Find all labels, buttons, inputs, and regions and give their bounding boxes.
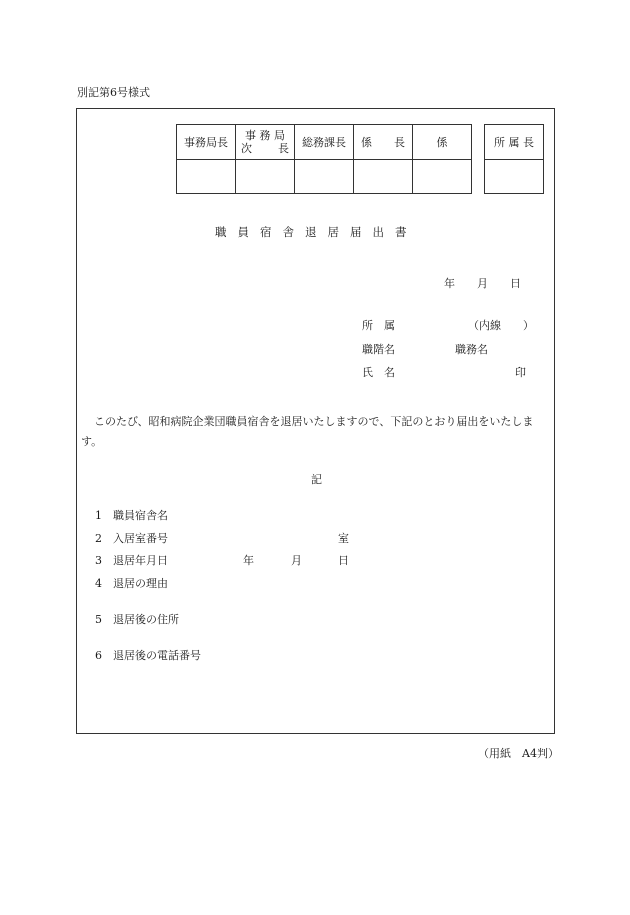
approval-header-director: 事務局長	[177, 125, 236, 160]
approval-seal-cell[interactable]	[413, 160, 472, 194]
day-label: 日	[338, 554, 349, 567]
form-number-label: 別記第6号様式	[77, 86, 150, 99]
item-number: 5	[95, 613, 102, 626]
room-suffix: 室	[338, 532, 349, 545]
list-item	[95, 530, 168, 546]
item-label: 入居室番号	[113, 532, 168, 545]
paper-size-note: （用紙 A4判）	[478, 747, 559, 760]
list-item	[95, 552, 168, 568]
year-label: 年	[243, 554, 254, 567]
approval-seal-cell[interactable]	[177, 160, 236, 194]
approval-seal-cell[interactable]	[236, 160, 295, 194]
name-label: 氏 名	[362, 366, 395, 379]
list-item	[95, 575, 168, 591]
approval-seal-cell[interactable]	[354, 160, 413, 194]
month-label: 月	[291, 554, 302, 567]
notification-body: このたび、昭和病院企業団職員宿舎を退居いたしますので、下記のとおり届出をいたします。	[81, 415, 534, 448]
item-number: 3	[95, 554, 102, 567]
approval-header-staff: 係	[413, 125, 472, 160]
item-label: 職員宿舎名	[113, 509, 168, 522]
rank-label: 職階名	[362, 343, 395, 356]
list-item	[95, 611, 179, 627]
item-number: 6	[95, 649, 102, 662]
ki-heading: 記	[311, 473, 322, 486]
document-title: 職員宿舎退居届出書	[215, 225, 418, 239]
deputy-bottom-right: 長	[278, 142, 289, 155]
extension-label: （内線 ）	[468, 319, 534, 332]
item-number: 2	[95, 532, 102, 545]
item-label: 退居後の電話番号	[113, 649, 201, 662]
item-number: 1	[95, 509, 102, 522]
dept-head-stamp-table	[484, 124, 544, 194]
approval-stamp-table	[176, 124, 472, 194]
approval-header-chief: 係 長	[354, 125, 413, 160]
item-label: 退居の理由	[113, 577, 168, 590]
list-item	[95, 507, 168, 523]
item-number: 4	[95, 577, 102, 590]
approval-seal-cell[interactable]	[295, 160, 354, 194]
dept-head-header: 所 属 長	[485, 125, 544, 160]
seal-mark: 印	[515, 366, 526, 379]
deputy-bottom-left: 次	[241, 142, 252, 155]
list-item	[95, 647, 201, 663]
item-label: 退居後の住所	[113, 613, 179, 626]
approval-header-general-affairs: 総務課長	[295, 125, 354, 160]
affiliation-label: 所 属	[362, 319, 395, 332]
deputy-top-label: 事 務 局	[245, 129, 285, 142]
submission-date: 年 月 日	[444, 277, 521, 290]
duty-label: 職務名	[455, 343, 488, 356]
approval-header-deputy-director	[236, 125, 295, 160]
dept-head-seal-cell[interactable]	[485, 160, 544, 194]
item-label: 退居年月日	[113, 554, 168, 567]
